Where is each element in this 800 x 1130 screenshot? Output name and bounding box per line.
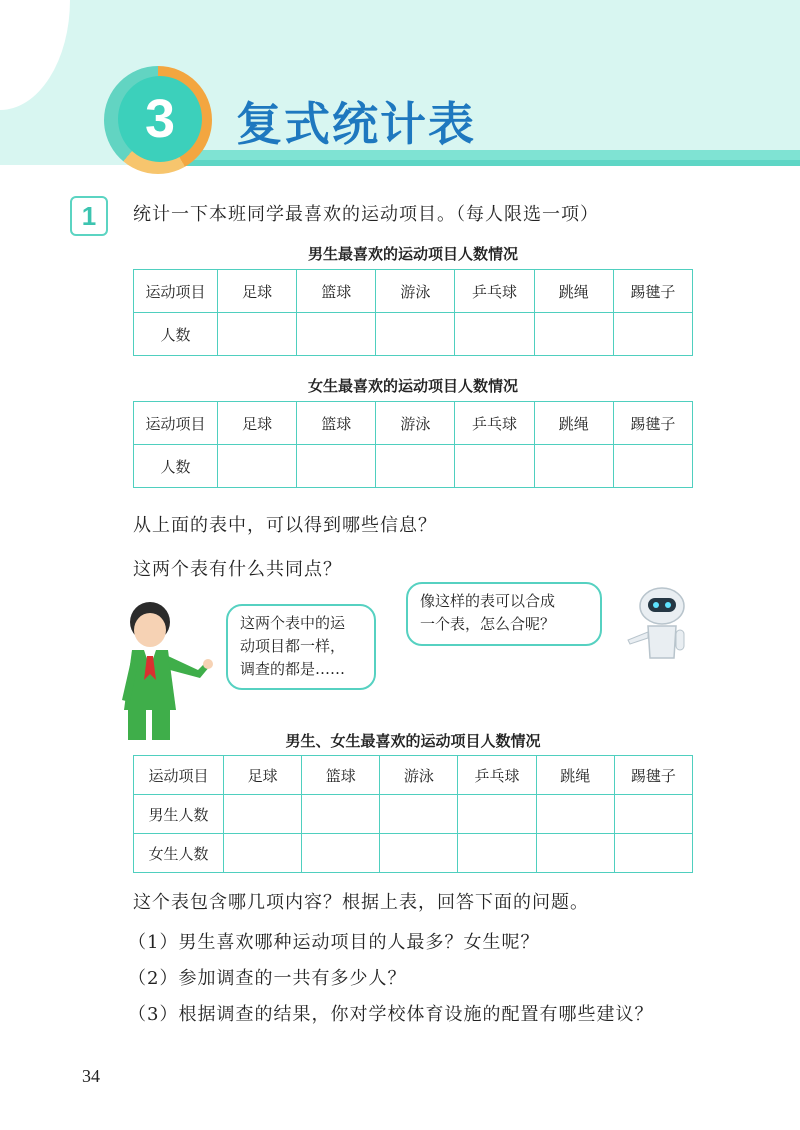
bubble-line: 调查的都是…… [240, 660, 346, 678]
header-cell: 跳绳 [534, 402, 613, 445]
blank-cell[interactable] [458, 834, 536, 873]
chapter-title: 复式统计表 [236, 97, 476, 151]
header-cell: 篮球 [297, 270, 376, 313]
prompt-information: 从上面的表中，可以得到哪些信息？ [133, 515, 437, 536]
blank-cell[interactable] [297, 445, 376, 488]
bubble-line: 一个表，怎么合呢？ [420, 615, 556, 633]
header-cell: 跳绳 [534, 270, 613, 313]
header-stripe-dark [170, 160, 800, 166]
blank-cell[interactable] [224, 834, 302, 873]
header-cell: 篮球 [302, 756, 380, 795]
table-header-row [134, 756, 693, 795]
question-3: （3）根据调查的结果，你对学校体育设施的配置有哪些建议？ [128, 1004, 654, 1025]
header-cell: 运动项目 [134, 756, 224, 795]
bubble-line: 像这样的表可以合成 [420, 592, 556, 610]
blank-cell[interactable] [613, 445, 692, 488]
blank-cell[interactable] [302, 834, 380, 873]
question-2: （2）参加调查的一共有多少人？ [128, 968, 407, 989]
question-text: 统计一下本班同学最喜欢的运动项目。（每人限选一项） [133, 204, 599, 225]
blank-cell[interactable] [455, 445, 534, 488]
blank-cell[interactable] [302, 795, 380, 834]
table-row [134, 834, 693, 873]
blank-cell[interactable] [458, 795, 536, 834]
table-row [134, 795, 693, 834]
blank-cell[interactable] [380, 834, 458, 873]
header-cell: 篮球 [297, 402, 376, 445]
blank-cell[interactable] [614, 795, 692, 834]
robot-illustration [618, 582, 698, 662]
blank-cell[interactable] [376, 445, 455, 488]
boys-table-caption: 男生最喜欢的运动项目人数情况 [307, 245, 518, 263]
blank-cell[interactable] [218, 445, 297, 488]
header-cell: 游泳 [376, 402, 455, 445]
row-label: 男生人数 [134, 795, 224, 834]
boy-speech-bubble [226, 604, 376, 690]
header-cell: 足球 [224, 756, 302, 795]
table-row [134, 313, 693, 356]
header-cell: 运动项目 [134, 402, 218, 445]
header-cell: 足球 [218, 270, 297, 313]
header-cell: 乒乓球 [455, 402, 534, 445]
header-cell: 游泳 [376, 270, 455, 313]
boys-sports-table [133, 269, 693, 356]
blank-cell[interactable] [218, 313, 297, 356]
row-label: 人数 [134, 313, 218, 356]
bubble-line: 动项目都一样， [240, 637, 346, 655]
blank-cell[interactable] [455, 313, 534, 356]
chapter-number: 3 [118, 76, 202, 162]
header-cell: 足球 [218, 402, 297, 445]
blank-cell[interactable] [380, 795, 458, 834]
page-number: 34 [82, 1066, 100, 1086]
combined-sports-table [133, 755, 693, 873]
header-cell: 踢毽子 [614, 756, 692, 795]
question-number-badge: 1 [70, 196, 108, 236]
blank-cell[interactable] [376, 313, 455, 356]
header-cell: 踢毽子 [613, 402, 692, 445]
chapter-number-badge [104, 66, 212, 174]
combined-table-caption: 男生、女生最喜欢的运动项目人数情况 [285, 732, 541, 750]
robot-speech-bubble [406, 582, 602, 646]
girls-sports-table [133, 401, 693, 488]
prompt-common-points: 这两个表有什么共同点？ [133, 559, 342, 580]
blank-cell[interactable] [536, 834, 614, 873]
questions-intro: 这个表包含哪几项内容？根据上表，回答下面的问题。 [133, 892, 589, 913]
table-header-row [134, 270, 693, 313]
blank-cell[interactable] [613, 313, 692, 356]
header-cell: 跳绳 [536, 756, 614, 795]
question-1: （1）男生喜欢哪种运动项目的人最多？女生呢？ [128, 932, 540, 953]
blank-cell[interactable] [534, 313, 613, 356]
row-label: 女生人数 [134, 834, 224, 873]
header-cell: 游泳 [380, 756, 458, 795]
table-row [134, 445, 693, 488]
blank-cell[interactable] [297, 313, 376, 356]
header-cell: 乒乓球 [455, 270, 534, 313]
bubble-line: 这两个表中的运 [240, 614, 346, 632]
girls-table-caption: 女生最喜欢的运动项目人数情况 [307, 377, 518, 395]
row-label: 人数 [134, 445, 218, 488]
header-cell: 运动项目 [134, 270, 218, 313]
blank-cell[interactable] [224, 795, 302, 834]
header-cell: 踢毽子 [613, 270, 692, 313]
boy-student-illustration [110, 600, 220, 745]
table-header-row [134, 402, 693, 445]
header-cell: 乒乓球 [458, 756, 536, 795]
blank-cell[interactable] [614, 834, 692, 873]
blank-cell[interactable] [536, 795, 614, 834]
blank-cell[interactable] [534, 445, 613, 488]
